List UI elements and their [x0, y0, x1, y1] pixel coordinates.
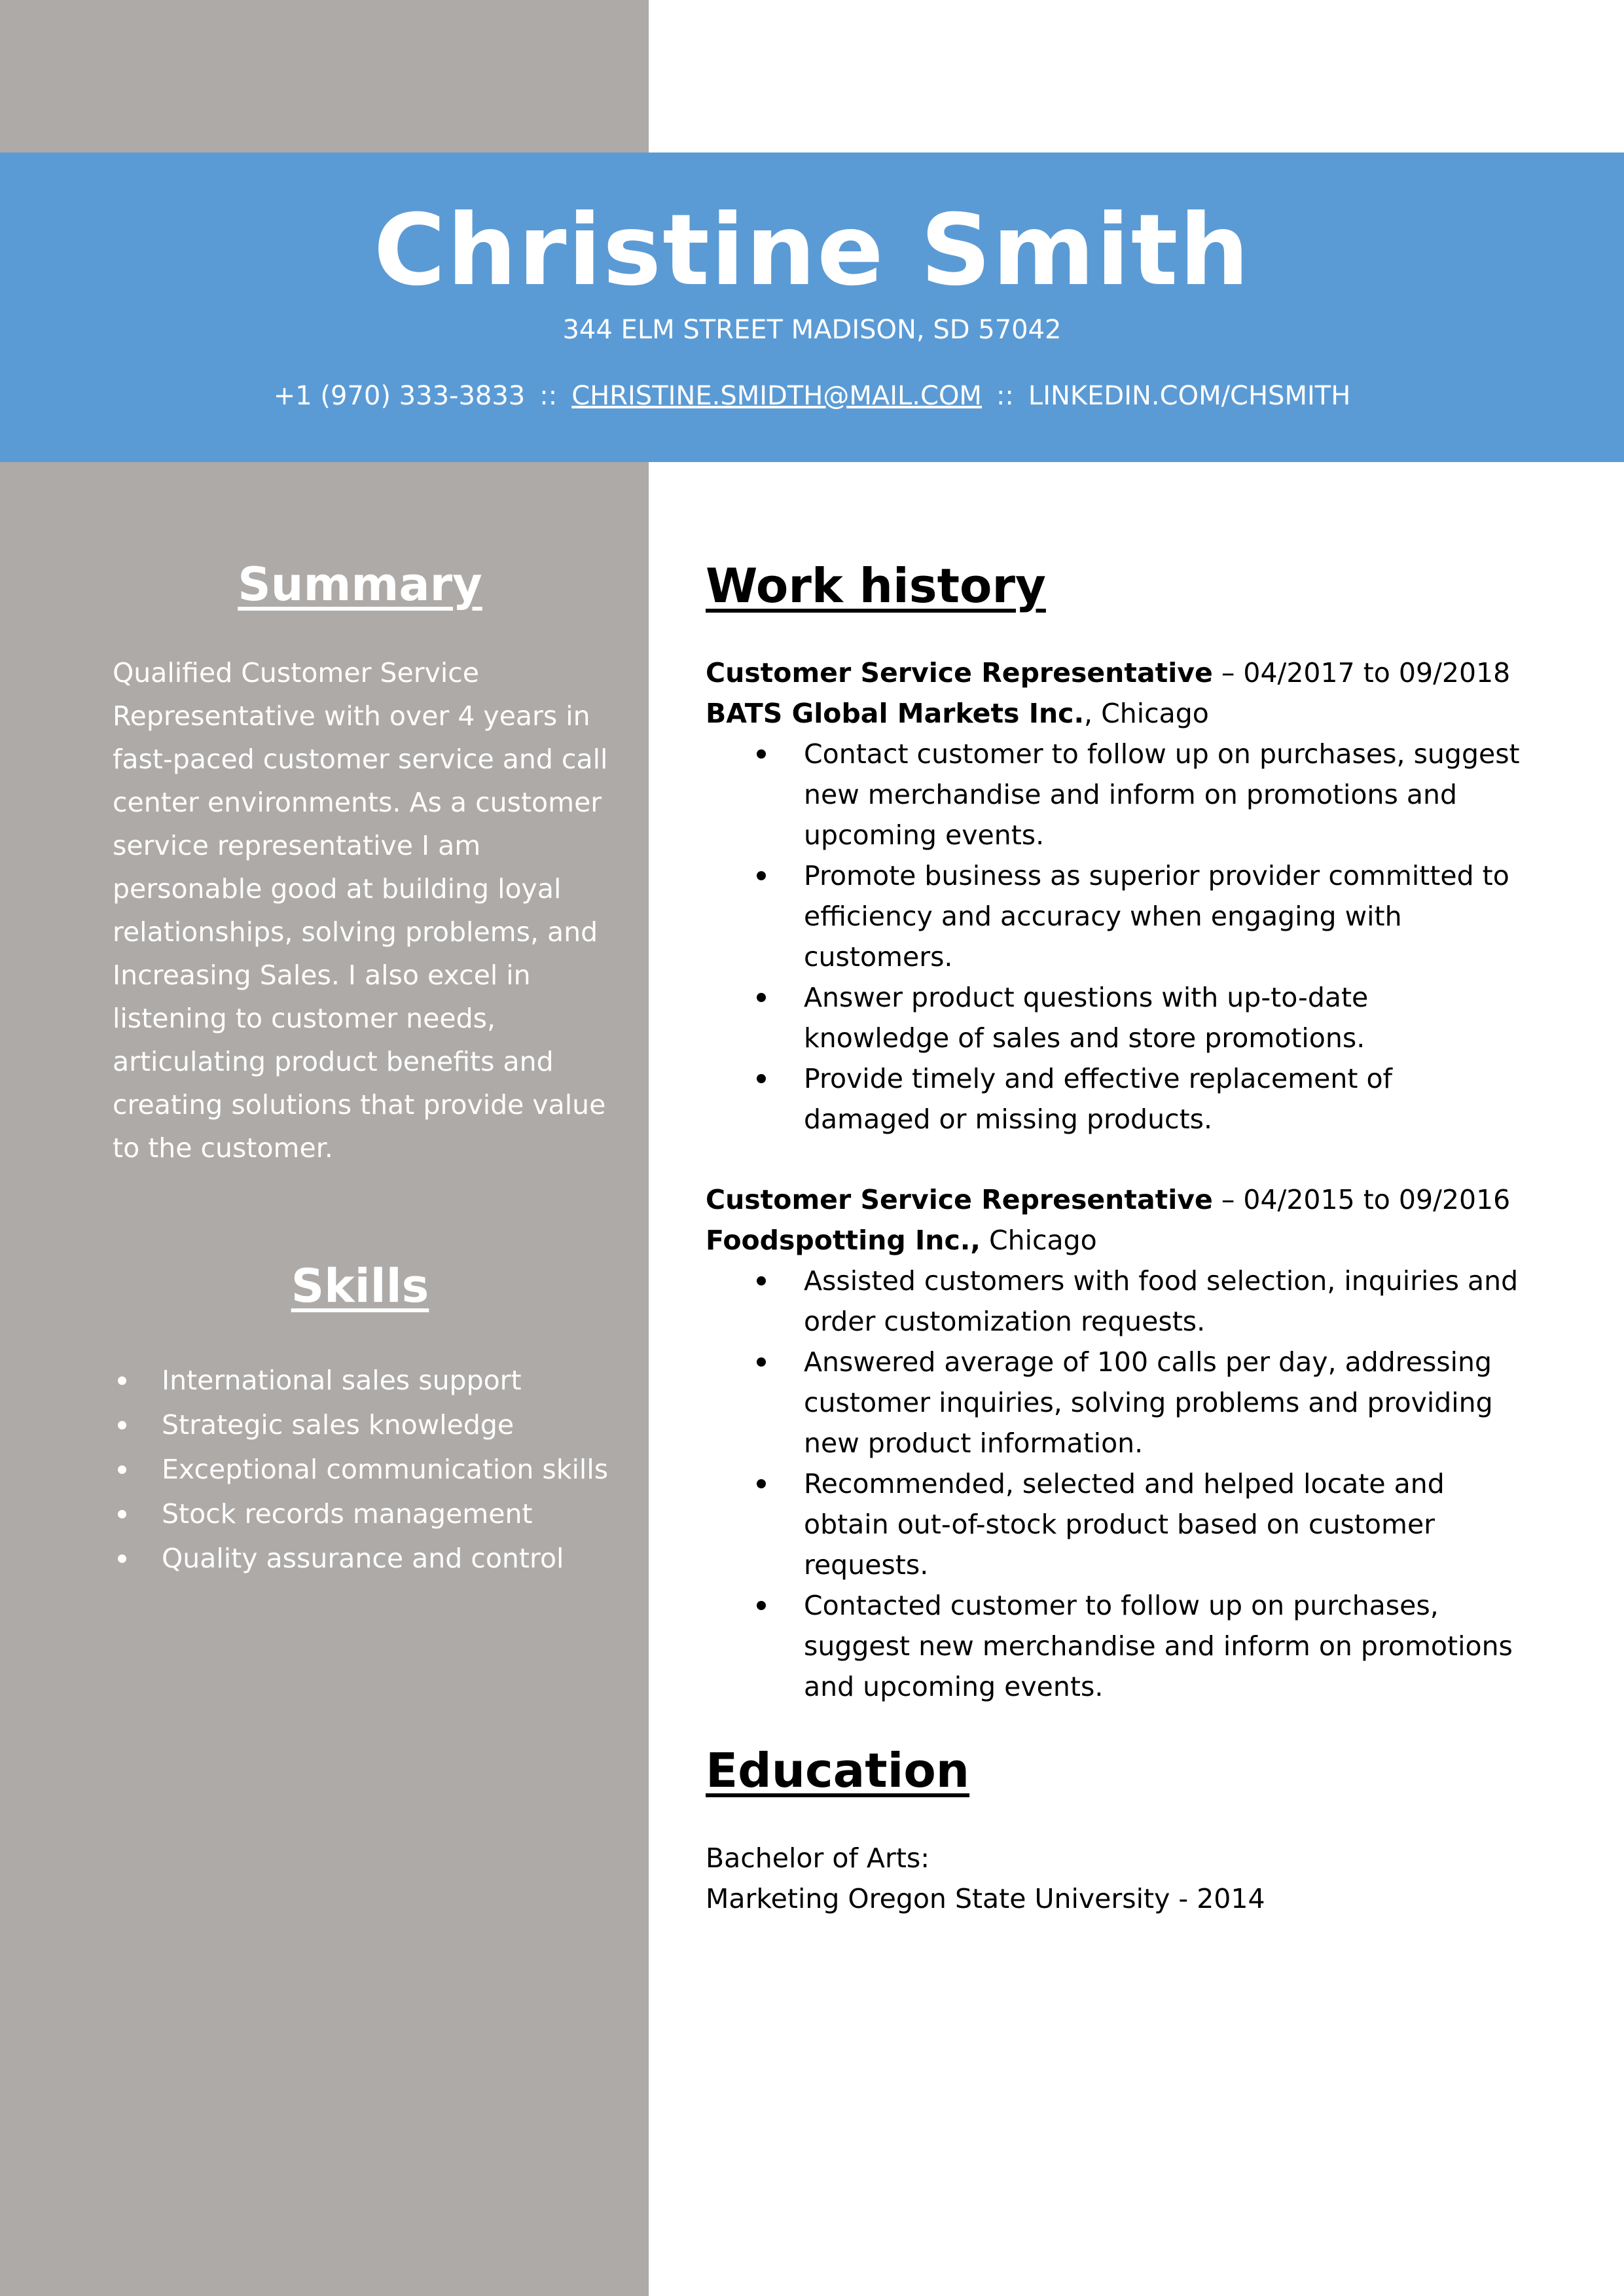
bullet-line: new merchandise and inform on promotions and: [804, 779, 1457, 810]
skill-item: International sales support: [113, 1358, 623, 1403]
summary-line: creating solutions that provide value: [113, 1089, 606, 1121]
candidate-name: Christine Smith: [373, 194, 1251, 308]
bullet-line: Recommended, selected and helped locate and: [804, 1468, 1445, 1499]
job-location: , Chicago: [1084, 698, 1209, 729]
job-bullet: [706, 1585, 1576, 1707]
bullet-line: upcoming events.: [804, 819, 1045, 851]
job-title: Customer Service Representative: [706, 1184, 1213, 1215]
job-bullet: [706, 855, 1576, 977]
bullet-line: Contacted customer to follow up on purchases,: [804, 1590, 1439, 1621]
job-bullet: [706, 1058, 1576, 1139]
contact-line: [0, 380, 1624, 412]
summary-line: center environments. As a customer: [113, 787, 602, 818]
job-dates: – 04/2015 to 09/2016: [1212, 1184, 1511, 1215]
job-entry: [706, 1179, 1576, 1707]
summary-line: personable good at building loyal: [113, 873, 562, 905]
phone: +1 (970) 333-3833: [273, 381, 526, 411]
job-entry: [706, 653, 1576, 1139]
job-bullets: [706, 1261, 1576, 1707]
bullet-line: suggest new merchandise and inform on promotions: [804, 1630, 1513, 1662]
skill-item: Exceptional communication skills: [113, 1447, 623, 1492]
skills-list: [113, 1358, 623, 1581]
school: Marketing Oregon State University - 2014: [706, 1883, 1265, 1914]
summary-line: Representative with over 4 years in: [113, 700, 590, 732]
job-dates: – 04/2017 to 09/2018: [1212, 657, 1511, 689]
summary-heading: Summary: [238, 558, 482, 611]
degree: Bachelor of Arts:: [706, 1842, 930, 1874]
header-banner: [0, 152, 1624, 462]
bullet-line: new product information.: [804, 1427, 1144, 1459]
summary-line: fast-paced customer service and call: [113, 744, 608, 775]
bullet-line: and upcoming events.: [804, 1671, 1104, 1702]
bullet-line: requests.: [804, 1549, 929, 1581]
job-company: Foodspotting Inc.,: [706, 1225, 981, 1256]
linkedin: LINKEDIN.COM/CHSMITH: [1028, 381, 1351, 411]
job-bullet: [706, 1342, 1576, 1463]
bullet-line: efficiency and accuracy when engaging with: [804, 901, 1402, 932]
address: 344 ELM STREET MADISON, SD 57042: [562, 315, 1062, 345]
summary-line: Increasing Sales. I also excel in: [113, 960, 531, 991]
skill-item: Strategic sales knowledge: [113, 1403, 623, 1447]
summary-line: listening to customer needs,: [113, 1003, 496, 1034]
bullet-line: Provide timely and effective replacement of: [804, 1063, 1392, 1094]
job-company-line: [706, 693, 1576, 734]
summary-line: to the customer.: [113, 1132, 333, 1164]
skills-heading: Skills: [291, 1259, 429, 1313]
job-location: Chicago: [980, 1225, 1097, 1256]
summary-line: Qualified Customer Service: [113, 657, 479, 689]
job-bullet: [706, 1261, 1576, 1342]
job-bullet: [706, 734, 1576, 855]
education-heading: Education: [706, 1743, 970, 1798]
bullet-line: damaged or missing products.: [804, 1103, 1213, 1135]
job-company-line: [706, 1220, 1576, 1261]
job-title-line: [706, 653, 1576, 693]
skill-item: Quality assurance and control: [113, 1536, 623, 1581]
job-company: BATS Global Markets Inc.: [706, 698, 1085, 729]
bullet-line: Answered average of 100 calls per day, addressing: [804, 1346, 1492, 1378]
summary-line: articulating product benefits and: [113, 1046, 554, 1077]
job-title-line: [706, 1179, 1576, 1220]
job-bullets: [706, 734, 1576, 1139]
summary-text: [113, 651, 610, 1170]
bullet-line: order customization requests.: [804, 1306, 1206, 1337]
bullet-line: customers.: [804, 941, 953, 973]
job-title: Customer Service Representative: [706, 657, 1213, 689]
bullet-line: Contact customer to follow up on purchases, suggest: [804, 738, 1520, 770]
summary-line: service representative I am: [113, 830, 481, 861]
work-history-heading: Work history: [706, 558, 1046, 613]
summary-line: relationships, solving problems, and: [113, 916, 598, 948]
separator: ::: [539, 381, 558, 411]
skill-item: Stock records management: [113, 1492, 623, 1536]
bullet-line: customer inquiries, solving problems and providing: [804, 1387, 1493, 1418]
bullet-line: Promote business as superior provider committed to: [804, 860, 1509, 891]
bullet-line: knowledge of sales and store promotions.: [804, 1022, 1365, 1054]
job-bullet: [706, 977, 1576, 1058]
job-bullet: [706, 1463, 1576, 1585]
bullet-line: obtain out-of-stock product based on customer: [804, 1509, 1435, 1540]
bullet-line: Answer product questions with up-to-date: [804, 982, 1369, 1013]
education-entry: [706, 1838, 1557, 1919]
bullet-line: Assisted customers with food selection, inquiries and: [804, 1265, 1519, 1297]
email-link[interactable]: CHRISTINE.SMIDTH@MAIL.COM: [571, 381, 982, 411]
separator: ::: [996, 381, 1014, 411]
